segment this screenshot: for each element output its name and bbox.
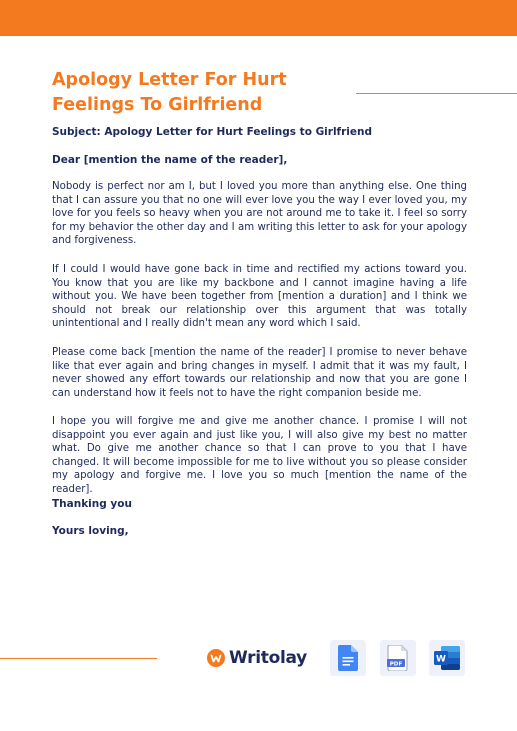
paragraph-4: I hope you will forgive me and give me another chance. I promise I will not disappoint you ever again and just like you, I will also give my best no matter what. Do give me another chance so that I can prove to you that I have changed. It will become impossible for me to live without you so please consider my apology and forgive me. I love you so much [mention the name of the reader].	[52, 416, 467, 495]
word-download-button[interactable]	[429, 640, 465, 676]
title-divider	[356, 93, 517, 94]
brand-logo-link[interactable]	[207, 646, 307, 670]
top-accent-bar	[0, 0, 517, 36]
closing-thanks: Thanking you	[52, 498, 132, 510]
word-badge: W	[436, 654, 446, 665]
subject-line: Subject: Apology Letter for Hurt Feelings to Girlfriend	[52, 126, 373, 138]
brand-name: Writolay	[229, 648, 307, 668]
closing-signoff: Yours loving,	[52, 525, 129, 537]
writolay-logo-icon	[207, 649, 225, 667]
paragraph-1: Nobody is perfect nor am I, but I loved you more than anything else. One thing that I can assure you that no one will ever love you the way I ever loved you, my love for you feels so heavy when you are not around me to take it. I feel so sorry for my behavior the other day and I am writing this letter to ask for your apology and forgiveness.	[52, 181, 467, 247]
salutation: Dear [mention the name of the reader],	[52, 154, 288, 166]
page-title: Apology Letter For Hurt Feelings To Girlfriend	[52, 70, 287, 115]
pdf-badge: PDF	[389, 661, 403, 668]
paragraph-2: If I could I would have gone back in time and rectified my actions toward you. You know that you are like my backbone and I cannot imagine having a life without you. We have been together from [mention a duration] and I think we should not break our relationship over this argument that was totally unintentional and I really didn't mean any word which I said.	[52, 264, 467, 330]
google-docs-download-button[interactable]	[330, 640, 366, 676]
word-file-icon	[433, 645, 461, 671]
google-docs-icon	[338, 645, 358, 671]
footer-divider	[0, 658, 157, 659]
pdf-download-button[interactable]	[380, 640, 416, 676]
pdf-file-icon	[387, 645, 409, 671]
paragraph-3: Please come back [mention the name of the reader] I promise to never behave like that ever again and bring changes in myself. I admit that it was my fault, I never showed any effort towards our relationship and now that you are gone I can understand how it feels not to have the right companion beside me.	[52, 347, 467, 399]
